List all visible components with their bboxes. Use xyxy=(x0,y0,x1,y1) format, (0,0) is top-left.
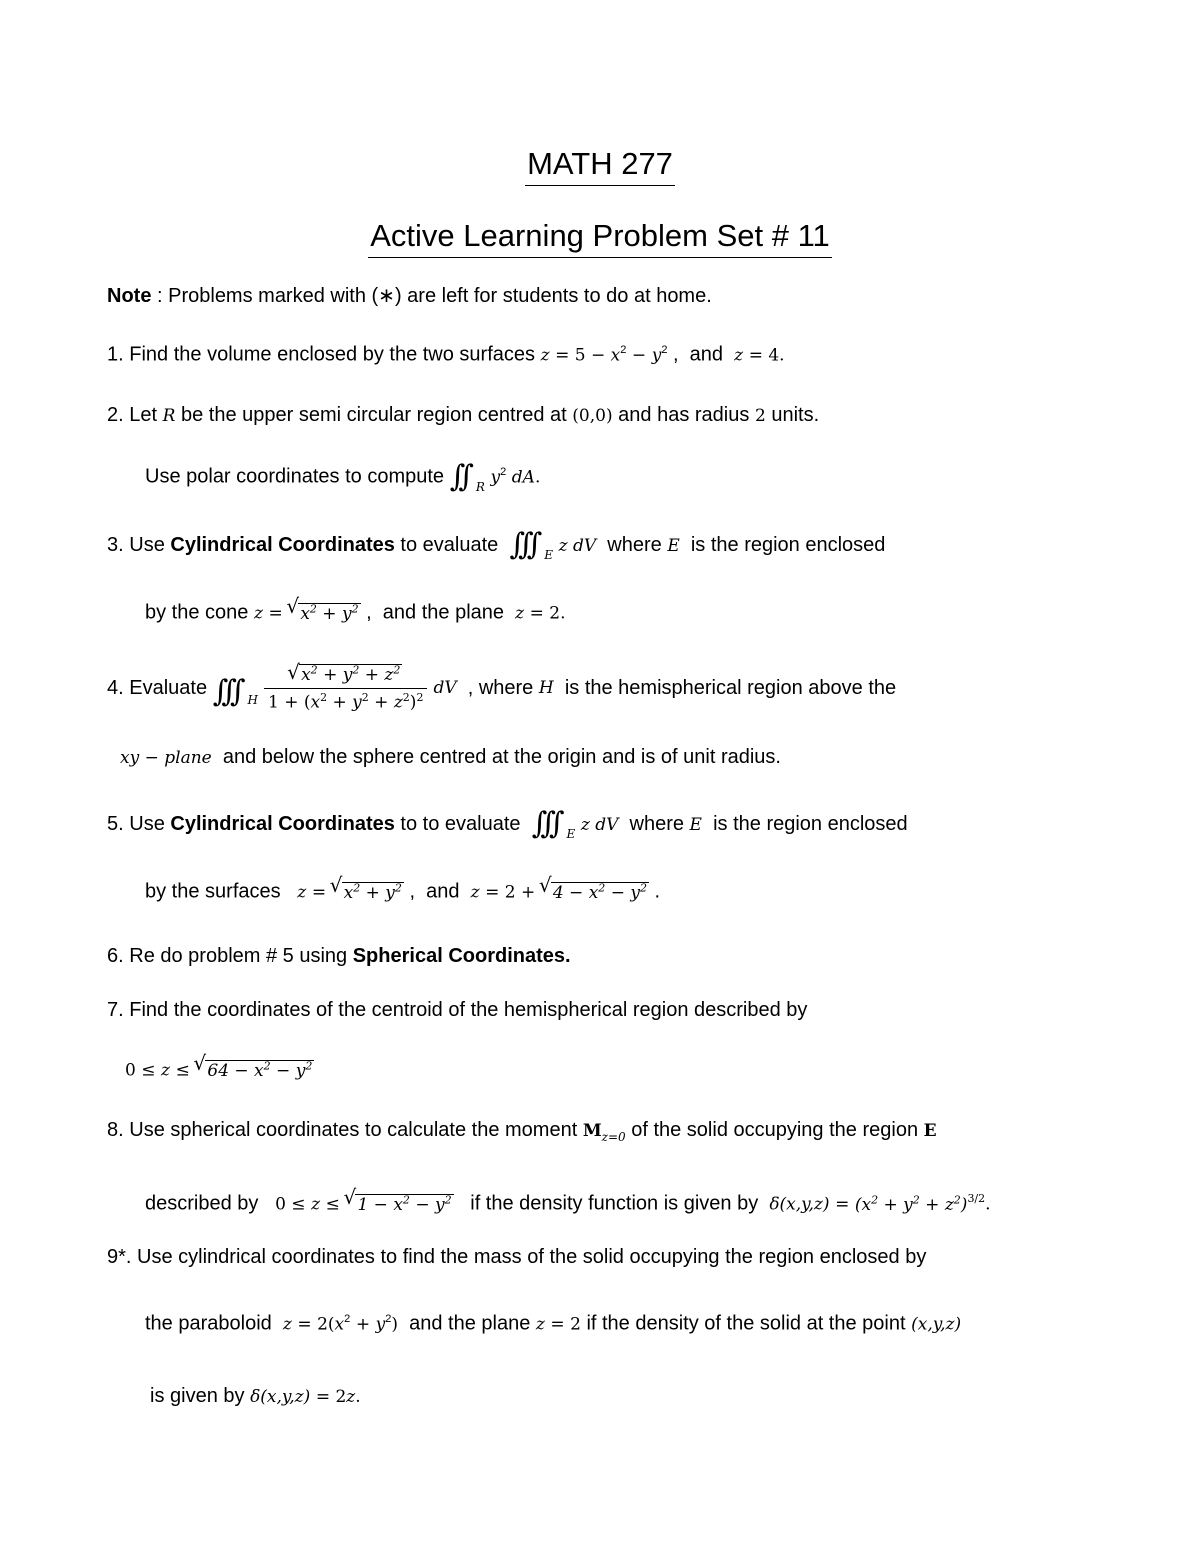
problem-4-line-2: xy − plane and below the sphere centred at the origin and is of unit radius. xyxy=(120,746,781,768)
problem-3-line-2: by the cone z = √ $x^2 + y^2$ , and the plane z = 2. xyxy=(145,597,566,626)
problem-7-line-2: 0 ≤ z ≤ √ $64 - x^2 - y^2$ xyxy=(125,1054,314,1083)
problem-7-line-1: 7. Find the coordinates of the centroid of the hemispherical region described by xyxy=(107,999,808,1021)
problem-1-number: 1. xyxy=(107,343,124,366)
problem-3-number: 3. xyxy=(107,534,124,556)
problem-4-number: 4. xyxy=(107,676,124,699)
problem-7-number: 7. xyxy=(107,999,124,1021)
problem-4-line-1: 4. Evaluate ∫∫∫ $_H$ √ $\frac{x^2 + y^2 + z^2}{1 + (x^2 + y^2 + z^2)^2}$ dV , where H is the hemispherical region above the xyxy=(107,650,896,726)
problem-9-number: 9*. xyxy=(107,1246,132,1268)
note xyxy=(107,284,712,308)
problem-8-line-2: described by 0 ≤ z ≤ √ $1 - x^2 - y^2$ if the density function is given by $\delta(x,y,z) = (x^2 + y^2 + z^2)^{3/2}$. xyxy=(145,1187,991,1217)
problem-9-line-3: is given by δ(x,y,z) = 2z. xyxy=(150,1385,361,1407)
cylindrical-coordinates-label-5: Cylindrical Coordinates xyxy=(170,813,395,835)
problem-6-number: 6. xyxy=(107,945,124,967)
problem-8-line-1: 8. Use spherical coordinates to calculate the moment $M_{z=0}$ of the solid occupying the region E xyxy=(107,1119,937,1144)
problem-5-line-2: by the surfaces z = √ $x^2 + y^2$ , and z = 2 + √ $4 - x^2 - y^2$ . xyxy=(145,876,660,905)
cylindrical-coordinates-label-3: Cylindrical Coordinates xyxy=(170,534,395,556)
problem-set-title: Active Learning Problem Set # 11 xyxy=(0,218,1200,254)
problem-5-line-1: 5. Use Cylindrical Coordinates to to evaluate ∫∫∫ $_E$ z dV where E is the region enclosed xyxy=(107,806,908,841)
problem-2-line-2: Use polar coordinates to compute ∫∫ $_R$ $y^2$ dA. xyxy=(145,458,541,494)
problem-9-line-2: the paraboloid $z = 2(x^2 + y^2)$ and the plane z = 2 if the density of the solid at the point (x,y,z) xyxy=(145,1312,962,1335)
problem-5-number: 5. xyxy=(107,813,124,835)
problem-9-line-1: 9*. Use cylindrical coordinates to find the mass of the solid occupying the region enclosed by xyxy=(107,1246,927,1268)
problem-1: 1. Find the volume enclosed by the two surfaces $z = 5 - x^2 - y^2$ , and z = 4. xyxy=(107,343,785,366)
problem-8-number: 8. xyxy=(107,1119,124,1141)
spherical-coordinates-label: Spherical Coordinates. xyxy=(352,945,571,967)
note-label: Note xyxy=(107,285,152,307)
problem-3-line-1: 3. Use Cylindrical Coordinates to evaluate ∫∫∫ $_E$ z dV where E is the region enclosed xyxy=(107,527,886,562)
problem-2-number: 2. xyxy=(107,404,124,426)
problem-2-line-1: 2. Let R be the upper semi circular region centred at (0,0) and has radius 2 units. xyxy=(107,404,820,426)
course-title: MATH 277 xyxy=(0,146,1200,182)
note-text: : Problems marked with (∗) are left for students to do at home. xyxy=(151,285,712,307)
problem-6: 6. Re do problem # 5 using Spherical Coordinates. xyxy=(107,945,571,967)
integrand-fraction: √ $\frac{x^2 + y^2 + z^2}{1 + (x^2 + y^2 + z^2)^2}$ xyxy=(264,663,427,713)
